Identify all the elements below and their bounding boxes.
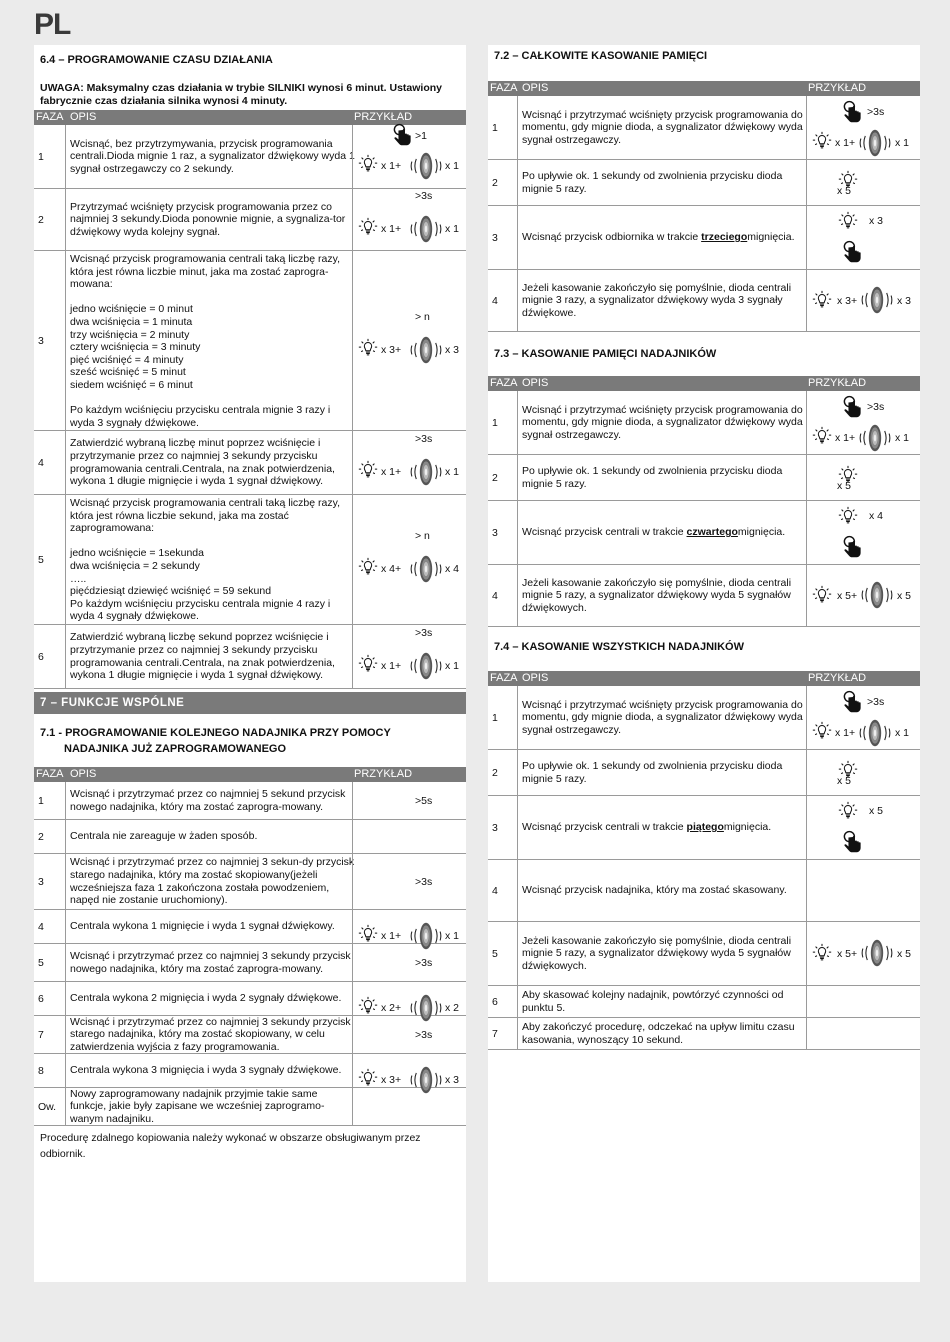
description-cell xyxy=(70,982,355,1015)
table-row xyxy=(488,391,920,455)
section-6-4-warning: UWAGA: Maksymalny czas działania w trybie SILNIKI wynosi 6 minut. Ustawiony fabrycznie czas działania silnika wynosi 4 minuty. xyxy=(40,82,443,107)
description-text: Wcisnąć, bez przytrzymywania, przycisk programowania centrali.Dioda mignie 1 raz, a sygnalizator dźwiękowy wyda 1 sygnał ostrzegawczy co 2 sekundy. xyxy=(70,137,355,175)
left-column xyxy=(34,45,466,1282)
phase-cell: 3 xyxy=(488,796,518,859)
table-row xyxy=(488,160,920,206)
example-cell xyxy=(806,96,920,159)
buzzer-icon xyxy=(859,285,895,315)
description-cell xyxy=(70,251,355,430)
press-duration-label: > n xyxy=(415,311,430,323)
blink-count-label: x 2+ xyxy=(381,1002,402,1014)
table-row xyxy=(34,1016,466,1054)
table-row xyxy=(34,431,466,495)
phase-cell: 3 xyxy=(34,251,66,430)
beep-count-label: x 5 xyxy=(897,948,912,960)
table-row xyxy=(34,1054,466,1088)
press-duration-label: >3s xyxy=(415,957,433,969)
buzzer-icon xyxy=(859,580,895,610)
example-cell xyxy=(352,854,466,909)
description-text: Aby skasować kolejny nadajnik, powtórzyć czynności od punktu 5. xyxy=(522,988,784,1014)
description-text: Przytrzymać wciśnięty przycisk programowania przez co najmniej 3 sekundy.Dioda ponownie mignie, a sygnaliza-tor dźwiękowy wyda kolejny sygnał. xyxy=(70,200,346,238)
phase-cell: 1 xyxy=(488,391,518,454)
description-cell xyxy=(522,160,807,205)
example-cell xyxy=(806,686,920,749)
hand-press-icon xyxy=(843,240,863,264)
description-text: Wcisnąć i przytrzymać przez co najmniej 5 sekund przycisk nowego nadajnika, który ma zostać zaprogra-mowany. xyxy=(70,787,346,813)
blink-count-label: x 3+ xyxy=(381,344,402,356)
table-row xyxy=(488,750,920,796)
beep-count-label: x 1 xyxy=(445,223,460,235)
beep-count-label: x 3 xyxy=(897,295,912,307)
example-cell xyxy=(806,750,920,795)
header-opis: OPIS xyxy=(522,672,549,684)
led-icon xyxy=(357,153,379,175)
description-text: Wcisnąć przycisk programowania centrali taką liczbę razy, która jest równa liczbie minut, jaka ma zostać zaprogra-mowana: jedno wciśnięcie = 0 minut dwa wciśnięcia = 1 minuta trzy wciśnięcia = 2 minuty cztery wciśnięcia = 3 minuty pięć wciśnięć = 4 minuty sześć wciśnięć = 5 minut siedem wciśnięć = 6 minut Po każdym wciśnięciu przycisku centrala mignie 3 razy i wyda 3 sygnały dźwiękowe. xyxy=(70,253,340,429)
description-cell xyxy=(70,625,355,688)
beep-count-label: x 1 xyxy=(445,660,460,672)
description-text: Jeżeli kasowanie zakończyło się pomyślnie, dioda centrali mignie 3 razy, a sygnalizator dźwiękowy wyda 3 sygnały dźwiękowe. xyxy=(522,281,792,319)
led-icon xyxy=(811,720,833,742)
description-cell xyxy=(70,1016,355,1053)
table-row xyxy=(488,501,920,565)
section-7-2-title: 7.2 – CAŁKOWITE KASOWANIE PAMIĘCI xyxy=(494,50,708,62)
description-cell xyxy=(522,391,807,454)
press-duration-label: >3s xyxy=(867,106,885,118)
example-cell xyxy=(352,1088,466,1125)
description-text: Jeżeli kasowanie zakończyło się pomyślnie, dioda centrali mignie 5 razy, a sygnalizator dźwiękowy wyda 5 sygnałów dźwiękowych. xyxy=(522,934,792,972)
table-row xyxy=(34,625,466,689)
phase-cell: 5 xyxy=(34,944,66,981)
header-przyklad: PRZYKŁAD xyxy=(808,82,867,94)
description-text: Wcisnąć i przytrzymać wciśnięty przycisk programowania do momentu, gdy mignie dioda, a sygnalizator dźwiękowy wyda sygnał ostrzegawczy. xyxy=(522,108,803,146)
blink-count-label: x 5 xyxy=(869,805,884,817)
description-cell xyxy=(522,455,807,500)
led-icon xyxy=(837,210,859,232)
section-7-3-title: 7.3 – KASOWANIE PAMIĘCI NADAJNIKÓW xyxy=(494,348,717,360)
blink-count-label: x 4+ xyxy=(381,563,402,575)
phase-cell: 1 xyxy=(488,96,518,159)
table-7-2-header xyxy=(488,81,920,96)
table-row xyxy=(34,189,466,251)
table-7-4-header xyxy=(488,671,920,686)
example-cell xyxy=(806,1018,920,1049)
example-cell xyxy=(352,189,466,250)
blink-count-label: x 1+ xyxy=(381,223,402,235)
description-text: Wcisnąć przycisk centrali w trakcie xyxy=(522,526,684,539)
example-cell xyxy=(352,1054,466,1087)
phase-cell: 8 xyxy=(34,1054,66,1087)
blink-count-label: x 5 xyxy=(837,775,852,787)
led-icon xyxy=(357,459,379,481)
section-7-4-title: 7.4 – KASOWANIE WSZYSTKICH NADAJNIKÓW xyxy=(494,641,744,653)
example-cell xyxy=(352,820,466,853)
blink-count-label: x 3+ xyxy=(381,1074,402,1086)
phase-cell: 7 xyxy=(34,1016,66,1053)
example-cell xyxy=(352,1016,466,1053)
blink-count-label: x 5+ xyxy=(837,948,858,960)
section-7-bar: 7 – FUNKCJE WSPÓLNE xyxy=(34,692,466,714)
phase-cell: 2 xyxy=(488,750,518,795)
beep-count-label: x 5 xyxy=(897,590,912,602)
buzzer-icon xyxy=(857,718,893,748)
press-duration-label: >3s xyxy=(415,627,433,639)
header-faza: FAZA xyxy=(490,82,518,94)
phase-cell: 4 xyxy=(488,860,518,921)
section-6-4-title: 6.4 – PROGRAMOWANIE CZASU DZIAŁANIA xyxy=(40,54,273,66)
table-row xyxy=(488,206,920,270)
header-faza: FAZA xyxy=(490,377,518,389)
hand-press-icon xyxy=(843,100,863,124)
led-icon xyxy=(357,556,379,578)
led-icon xyxy=(811,425,833,447)
underlined-word: czwartego xyxy=(686,526,738,539)
blink-count-label: x 3+ xyxy=(837,295,858,307)
phase-cell: 4 xyxy=(488,270,518,331)
description-text: Wcisnąć i przytrzymać przez co najmniej 3 sekundy przycisk starego nadajnika, który ma zostać skopiowany, w celu zatwierdzenia wyjścia z fazy programowania. xyxy=(70,1015,351,1053)
buzzer-icon xyxy=(408,651,444,681)
header-faza: FAZA xyxy=(490,672,518,684)
table-row xyxy=(34,854,466,910)
description-text: Jeżeli kasowanie zakończyło się pomyślnie, dioda centrali mignie 5 razy, a sygnalizator dźwiękowy wyda 5 sygnałów dźwiękowych. xyxy=(522,576,792,614)
table-row xyxy=(34,125,466,189)
table-row xyxy=(34,782,466,820)
example-cell xyxy=(352,431,466,494)
led-icon xyxy=(357,337,379,359)
example-cell xyxy=(352,982,466,1015)
phase-cell: 4 xyxy=(488,565,518,626)
description-text: Centrala wykona 2 mignięcia i wyda 2 sygnały dźwiękowe. xyxy=(70,992,342,1005)
header-faza: FAZA xyxy=(36,768,64,780)
section-7-1-title-line1: 7.1 - PROGRAMOWANIE KOLEJNEGO NADAJNIKA PRZY POMOCY xyxy=(40,727,391,739)
blink-count-label: x 1+ xyxy=(381,466,402,478)
header-opis: OPIS xyxy=(70,768,97,780)
blink-count-label: x 1+ xyxy=(381,930,402,942)
hand-press-icon xyxy=(843,830,863,854)
led-icon xyxy=(357,995,379,1017)
phase-cell: 3 xyxy=(488,206,518,269)
blink-count-label: x 1+ xyxy=(381,660,402,672)
blink-count-label: x 5+ xyxy=(837,590,858,602)
example-cell xyxy=(806,270,920,331)
table-row xyxy=(34,820,466,854)
press-duration-label: >3s xyxy=(867,401,885,413)
press-duration-label: >1 xyxy=(415,130,427,142)
description-text: Wcisnąć przycisk programowania centrali taką liczbę razy, która jest równa liczbie sekund, jaka ma zostać zaprogramowana: jedno wciśnięcie = 1sekunda dwa wciśnięcia = 2 sekundy ….. pięćdziesiąt dziewięć wciśnięć = 59 sekund Po każdym wciśnięciu przycisku centrala mignie 4 razy i wyda 4 sygnały dźwiękowe. xyxy=(70,497,340,623)
header-przyklad: PRZYKŁAD xyxy=(808,377,867,389)
description-text: mignięcia. xyxy=(737,526,786,539)
header-faza: FAZA xyxy=(36,111,64,123)
example-cell xyxy=(806,206,920,269)
phase-cell: 5 xyxy=(488,922,518,985)
header-przyklad: PRZYKŁAD xyxy=(808,672,867,684)
description-cell xyxy=(522,270,807,331)
phase-cell: Ow. xyxy=(34,1088,66,1125)
description-text: Wcisnąć i przytrzymać przez co najmniej 3 sekun-dy przycisk starego nadajnika, który ma zostać skopiowany(jeżeli wcześniejsza faza 1 zakończona została powodzeniem, napęd nie zostanie uruchomiony). xyxy=(70,856,355,907)
table-row xyxy=(488,455,920,501)
table-row xyxy=(488,860,920,922)
description-cell xyxy=(70,1088,355,1125)
press-duration-label: >5s xyxy=(415,795,433,807)
description-cell xyxy=(522,1018,807,1049)
press-duration-label: >3s xyxy=(415,190,433,202)
example-cell xyxy=(806,391,920,454)
description-cell xyxy=(70,910,355,943)
phase-cell: 7 xyxy=(488,1018,518,1049)
example-cell xyxy=(806,565,920,626)
header-opis: OPIS xyxy=(70,111,97,123)
blink-count-label: x 1+ xyxy=(835,432,856,444)
beep-count-label: x 1 xyxy=(445,466,460,478)
led-icon xyxy=(811,130,833,152)
phase-cell: 4 xyxy=(34,431,66,494)
description-text: Po upływie ok. 1 sekundy od zwolnienia przycisku dioda mignie 5 razy. xyxy=(522,169,783,195)
table-row xyxy=(488,922,920,986)
description-cell xyxy=(70,854,355,909)
blink-count-label: x 5 xyxy=(837,480,852,492)
description-cell xyxy=(70,1054,355,1087)
example-cell xyxy=(352,625,466,688)
header-przyklad: PRZYKŁAD xyxy=(354,111,413,123)
press-duration-label: >3s xyxy=(415,876,433,888)
blink-count-label: x 1+ xyxy=(381,160,402,172)
example-cell xyxy=(806,986,920,1017)
description-text: Wcisnąć i przytrzymać przez co najmniej 3 sekundy przycisk nowego nadajnika, który ma zostać zaprogra-mowany. xyxy=(70,949,351,975)
example-cell xyxy=(352,495,466,624)
description-text: Zatwierdzić wybraną liczbę minut poprzez wciśnięcie i przytrzymanie przez co najmniej 3 sekundy przycisku programowania centrali.Centrala, na znak potwierdzenia, wykona 1 długie mignięcie i wyda 1 sygnał dźwiękowy. xyxy=(70,437,335,488)
example-cell xyxy=(352,782,466,819)
description-cell xyxy=(522,96,807,159)
beep-count-label: x 3 xyxy=(445,344,460,356)
led-icon xyxy=(837,505,859,527)
description-text: Wcisnąć przycisk odbiornika w trakcie xyxy=(522,231,699,244)
description-text: Centrala wykona 1 mignięcie i wyda 1 sygnał dźwiękowy. xyxy=(70,920,335,933)
led-icon xyxy=(811,584,833,606)
phase-cell: 6 xyxy=(488,986,518,1017)
table-row xyxy=(34,495,466,625)
led-icon xyxy=(811,289,833,311)
example-cell xyxy=(806,160,920,205)
press-duration-label: > n xyxy=(415,530,430,542)
blink-count-label: x 5 xyxy=(837,185,852,197)
phase-cell: 3 xyxy=(34,854,66,909)
table-row xyxy=(488,796,920,860)
description-cell xyxy=(522,860,807,921)
example-cell xyxy=(352,251,466,430)
table-row xyxy=(488,1018,920,1050)
description-cell xyxy=(70,495,355,624)
description-text: Aby zakończyć procedurę, odczekać na upływ limitu czasu kasowania, wynoszący 10 sekund. xyxy=(522,1020,795,1046)
buzzer-icon xyxy=(408,457,444,487)
table-row xyxy=(488,96,920,160)
phase-cell: 2 xyxy=(488,160,518,205)
description-text: Wcisnąć i przytrzymać wciśnięty przycisk programowania do momentu, gdy mignie dioda, a sygnalizator dźwiękowy wyda sygnał ostrzegawczy. xyxy=(522,403,803,441)
description-text: Wcisnąć przycisk centrali w trakcie xyxy=(522,821,684,834)
header-opis: OPIS xyxy=(522,82,549,94)
blink-count-label: x 4 xyxy=(869,510,884,522)
buzzer-icon xyxy=(859,938,895,968)
led-icon xyxy=(357,923,379,945)
beep-count-label: x 1 xyxy=(895,432,910,444)
description-cell xyxy=(522,686,807,749)
buzzer-icon xyxy=(408,554,444,584)
example-cell xyxy=(806,501,920,564)
hand-press-icon xyxy=(843,395,863,419)
description-cell xyxy=(522,565,807,626)
section-7-1-title-line2: NADAJNIKA JUŻ ZAPROGRAMOWANEGO xyxy=(64,743,287,755)
phase-cell: 3 xyxy=(488,501,518,564)
underlined-word: trzeciego xyxy=(701,231,748,244)
buzzer-icon xyxy=(408,214,444,244)
description-cell xyxy=(522,796,807,859)
description-text: Po upływie ok. 1 sekundy od zwolnienia przycisku dioda mignie 5 razy. xyxy=(522,464,783,490)
description-text: Po upływie ok. 1 sekundy od zwolnienia przycisku dioda mignie 5 razy. xyxy=(522,759,783,785)
header-opis: OPIS xyxy=(522,377,549,389)
hand-press-icon xyxy=(843,535,863,559)
hand-press-icon xyxy=(843,690,863,714)
description-text: mignięcia. xyxy=(747,231,795,244)
buzzer-icon xyxy=(857,423,893,453)
phase-cell: 6 xyxy=(34,625,66,688)
description-cell xyxy=(522,750,807,795)
press-duration-label: >3s xyxy=(415,433,433,445)
example-cell xyxy=(806,455,920,500)
description-text: Zatwierdzić wybraną liczbę sekund poprzez wciśnięcie i przytrzymanie przez co najmniej 3 sekundy przycisku programowania centrali.Centrala, na znak potwierdzenia, wykona 1 długie mignięcie i wyda 1 sygnał dźwiękowy. xyxy=(70,631,335,682)
blink-count-label: x 3 xyxy=(869,215,884,227)
beep-count-label: x 1 xyxy=(895,137,910,149)
led-icon xyxy=(357,1067,379,1089)
table-row xyxy=(34,910,466,944)
beep-count-label: x 2 xyxy=(445,1002,460,1014)
description-cell xyxy=(522,501,807,564)
description-cell xyxy=(70,431,355,494)
description-text: Nowy zaprogramowany nadajnik przyjmie takie same funkcje, jakie były zapisane we wcześniej zaprogramo-wanym nadajniku. xyxy=(70,1087,325,1125)
buzzer-icon xyxy=(408,151,444,181)
phase-cell: 5 xyxy=(34,495,66,624)
beep-count-label: x 3 xyxy=(445,1074,460,1086)
description-text: Centrala nie zareaguje w żaden sposób. xyxy=(70,830,258,843)
right-column xyxy=(488,45,920,1282)
example-cell xyxy=(352,944,466,981)
description-cell xyxy=(70,820,355,853)
buzzer-icon xyxy=(857,128,893,158)
led-icon xyxy=(837,800,859,822)
phase-cell: 1 xyxy=(34,125,66,188)
phase-cell: 1 xyxy=(488,686,518,749)
press-duration-label: >3s xyxy=(867,696,885,708)
table-row xyxy=(34,251,466,431)
led-icon xyxy=(357,216,379,238)
phase-cell: 6 xyxy=(34,982,66,1015)
language-label: PL xyxy=(34,8,71,41)
description-text: mignięcia. xyxy=(723,821,772,834)
beep-count-label: x 4 xyxy=(445,563,460,575)
table-7-1-header xyxy=(34,767,466,782)
press-duration-label: >3s xyxy=(415,1029,433,1041)
table-7-3-header xyxy=(488,376,920,391)
example-cell xyxy=(806,860,920,921)
table-row xyxy=(488,986,920,1018)
led-icon xyxy=(811,942,833,964)
table-row xyxy=(34,1088,466,1126)
description-text: Wcisnąć i przytrzymać wciśnięty przycisk programowania do momentu, gdy mignie dioda, a sygnalizator dźwiękowy wyda sygnał ostrzegawczy. xyxy=(522,698,803,736)
section-7-1-note: Procedurę zdalnego kopiowania należy wykonać w obszarze obsługiwanym przez odbiornik. xyxy=(40,1132,421,1160)
example-cell xyxy=(806,922,920,985)
phase-cell: 4 xyxy=(34,910,66,943)
table-row xyxy=(34,944,466,982)
buzzer-icon xyxy=(408,335,444,365)
phase-cell: 2 xyxy=(34,189,66,250)
blink-count-label: x 1+ xyxy=(835,727,856,739)
beep-count-label: x 1 xyxy=(895,727,910,739)
table-row xyxy=(488,686,920,750)
phase-cell: 2 xyxy=(34,820,66,853)
table-row xyxy=(488,270,920,332)
table-row xyxy=(34,982,466,1016)
description-cell xyxy=(522,206,807,269)
led-icon xyxy=(357,653,379,675)
description-cell xyxy=(522,922,807,985)
example-cell xyxy=(352,125,466,188)
phase-cell: 2 xyxy=(488,455,518,500)
description-cell xyxy=(522,986,807,1017)
description-cell xyxy=(70,944,355,981)
underlined-word: piątego xyxy=(686,821,724,834)
example-cell xyxy=(806,796,920,859)
example-cell xyxy=(352,910,466,943)
phase-cell: 1 xyxy=(34,782,66,819)
hand-press-icon xyxy=(393,123,413,147)
blink-count-label: x 1+ xyxy=(835,137,856,149)
description-text: Wcisnąć przycisk nadajnika, który ma zostać skasowany. xyxy=(522,884,787,897)
description-text: Centrala wykona 3 mignięcia i wyda 3 sygnały dźwiękowe. xyxy=(70,1064,342,1077)
header-przyklad: PRZYKŁAD xyxy=(354,768,413,780)
beep-count-label: x 1 xyxy=(445,930,460,942)
table-row xyxy=(488,565,920,627)
description-cell xyxy=(70,782,355,819)
description-cell xyxy=(70,125,355,188)
beep-count-label: x 1 xyxy=(445,160,460,172)
description-cell xyxy=(70,189,355,250)
